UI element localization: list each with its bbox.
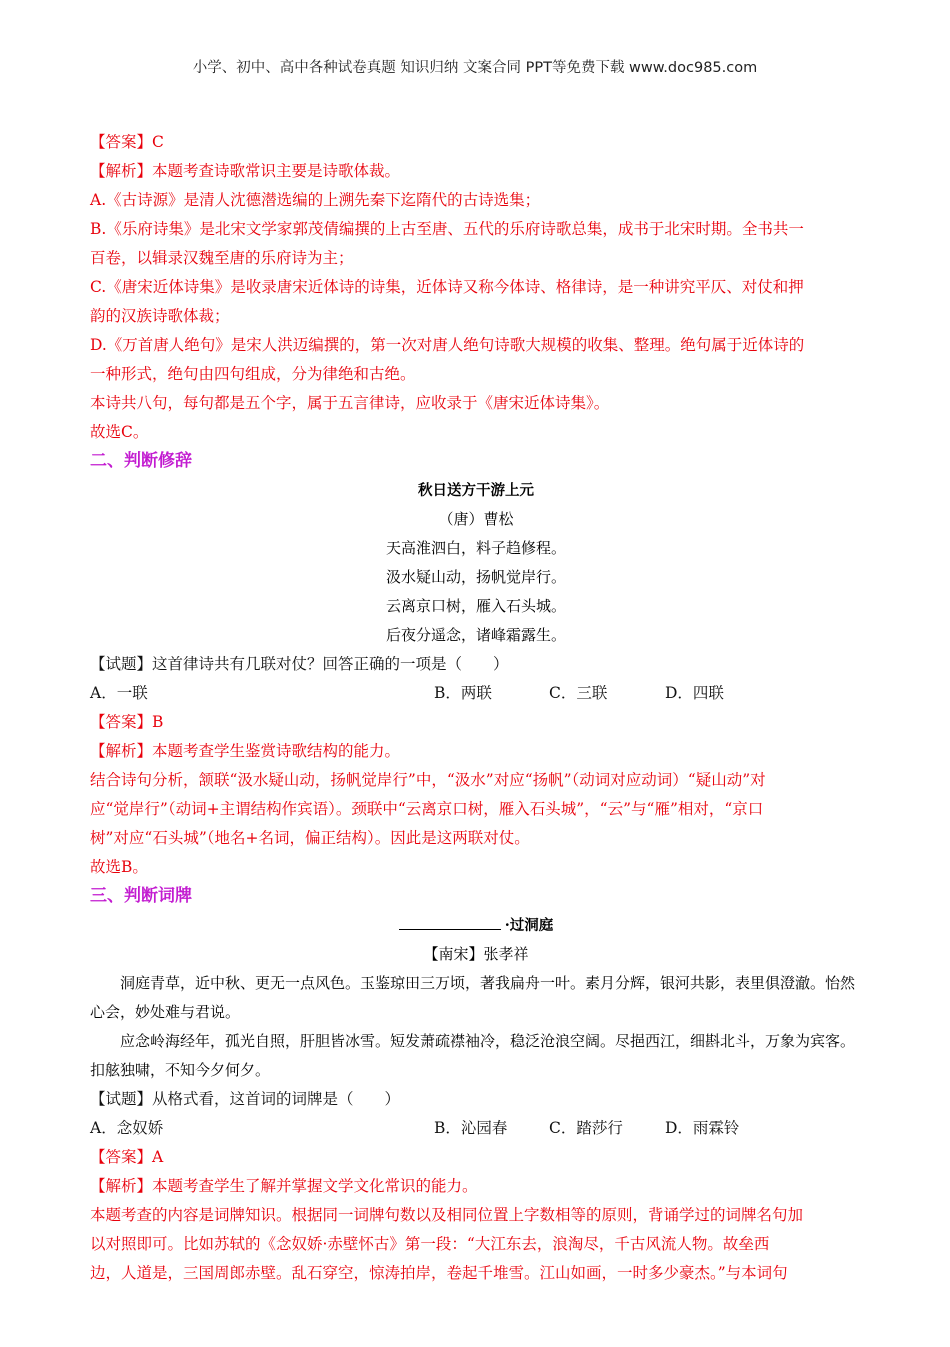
analysis-label: 【解析】 xyxy=(90,742,153,760)
answer-value: A xyxy=(152,1148,164,1166)
analysis-text: 本题考查学生鉴赏诗歌结构的能力。 xyxy=(152,742,401,760)
question xyxy=(90,1085,862,1114)
analysis-label: 【解析】 xyxy=(90,1177,153,1195)
fill-blank xyxy=(399,915,501,930)
poem-line: 后夜分遥念，诸峰霜露生。 xyxy=(385,626,566,644)
question-label: 【试题】 xyxy=(90,1090,153,1108)
option-b: B．沁园春 xyxy=(434,1119,508,1137)
option-c: C．三联 xyxy=(549,684,608,702)
ci-title xyxy=(90,911,862,940)
answer xyxy=(90,708,862,737)
q1-analysis-line: C.《唐宋近体诗集》是收录唐宋近体诗的诗集，近体诗又称今体诗、格律诗，是一种讲究平仄、对仗和押 xyxy=(90,278,804,296)
analysis-line: 故选B。 xyxy=(90,858,148,876)
page-header: 小学、初中、高中各种试卷真题 知识归纳 文案合同 PPT等免费下载 www.doc985.com xyxy=(192,60,758,76)
option-a: A．一联 xyxy=(90,684,148,702)
section-heading: 二、判断修辞 xyxy=(90,451,192,471)
option-a: A．念奴娇 xyxy=(90,1119,164,1137)
ci-paragraph: 应念岭海经年，孤光自照，肝胆皆冰雪。短发萧疏襟袖冷，稳泛沧浪空阔。尽挹西江，细斟北斗，万象为宾客。扣舷独啸，不知今夕何夕。 xyxy=(90,1032,856,1079)
answer-value: B xyxy=(152,713,164,731)
section-heading: 三、判断词牌 xyxy=(90,886,192,906)
answer-value: C xyxy=(152,133,164,151)
analysis-line xyxy=(90,1172,862,1201)
answer-label: 【答案】 xyxy=(90,133,153,151)
q1-analysis-line: 百卷，以辑录汉魏至唐的乐府诗为主； xyxy=(90,249,354,267)
q1-analysis-line xyxy=(90,157,862,186)
question-text: 从格式看，这首词的词牌是（ ） xyxy=(152,1090,401,1108)
option-c: C．踏莎行 xyxy=(549,1119,623,1137)
q1-analysis-line: 一种形式，绝句由四句组成，分为律绝和古绝。 xyxy=(90,365,416,383)
answer xyxy=(90,1143,862,1172)
analysis-line: 应“觉岸行”（动词+主谓结构作宾语）。颈联中“云离京口树，雁入石头城”，“云”与“雁”相对，“京口 xyxy=(90,800,764,818)
q1-answer xyxy=(90,128,862,157)
poem-author: （唐）曹松 xyxy=(438,510,514,528)
q1-analysis-line: 故选C。 xyxy=(90,423,149,441)
analysis-text: 本题考查诗歌常识主要是诗歌体裁。 xyxy=(152,162,401,180)
option-b: B．两联 xyxy=(434,684,492,702)
ci-paragraph: 洞庭青草，近中秋、更无一点风色。玉鉴琼田三万顷，著我扁舟一叶。素月分辉，银河共影，表里俱澄澈。怡然心会，妙处难与君说。 xyxy=(90,974,856,1021)
options-row xyxy=(90,1114,862,1143)
analysis-line: 结合诗句分析，颔联“汲水疑山动，扬帆觉岸行”中，“汲水”对应“扬帆”（动词对应动词）“疑山动”对 xyxy=(90,771,766,789)
analysis-line: 边，人道是，三国周郎赤壁。乱石穿空，惊涛拍岸，卷起千堆雪。江山如画，一时多少豪杰。”与本词句 xyxy=(90,1264,788,1282)
question xyxy=(90,650,862,679)
poem-line: 云离京口树，雁入石头城。 xyxy=(385,597,566,615)
analysis-line xyxy=(90,737,862,766)
option-d: D．四联 xyxy=(665,684,724,702)
q1-analysis-line: 本诗共八句，每句都是五个字，属于五言律诗，应收录于《唐宋近体诗集》。 xyxy=(90,394,610,412)
question-label: 【试题】 xyxy=(90,655,153,673)
document-body xyxy=(90,128,862,1288)
analysis-label: 【解析】 xyxy=(90,162,153,180)
poem-line: 天高淮泗白，料子趋修程。 xyxy=(385,539,566,557)
analysis-line: 树”对应“石头城”（地名+名词，偏正结构）。因此是这两联对仗。 xyxy=(90,829,530,847)
options-row xyxy=(90,679,862,708)
q1-analysis-line: A.《古诗源》是清人沈德潜选编的上溯先秦下迄隋代的古诗选集； xyxy=(90,191,541,209)
q1-analysis-line: B.《乐府诗集》是北宋文学家郭茂倩编撰的上古至唐、五代的乐府诗歌总集，成书于北宋时期。全书共一 xyxy=(90,220,804,238)
analysis-text: 本题考查学生了解并掌握文学文化常识的能力。 xyxy=(152,1177,478,1195)
analysis-line: 以对照即可。比如苏轼的《念奴娇·赤壁怀古》第一段：“大江东去，浪淘尽，千古风流人物。故垒西 xyxy=(90,1235,770,1253)
poem-line: 汲水疑山动，扬帆觉岸行。 xyxy=(385,568,566,586)
ci-title-text: ·过洞庭 xyxy=(504,917,554,934)
question-text: 这首律诗共有几联对仗？回答正确的一项是（ ） xyxy=(152,655,509,673)
option-d: D．雨霖铃 xyxy=(665,1119,740,1137)
answer-label: 【答案】 xyxy=(90,713,153,731)
poem-title: 秋日送方干游上元 xyxy=(418,482,534,499)
q1-analysis-line: 韵的汉族诗歌体裁； xyxy=(90,307,230,325)
ci-author: 【南宋】张孝祥 xyxy=(423,945,529,963)
answer-label: 【答案】 xyxy=(90,1148,153,1166)
analysis-line: 本题考查的内容是词牌知识。根据同一词牌句数以及相同位置上字数相等的原则，背诵学过的词牌名句加 xyxy=(90,1206,804,1224)
q1-analysis-line: D.《万首唐人绝句》是宋人洪迈编撰的，第一次对唐人绝句诗歌大规模的收集、整理。绝句属于近体诗的 xyxy=(90,336,805,354)
